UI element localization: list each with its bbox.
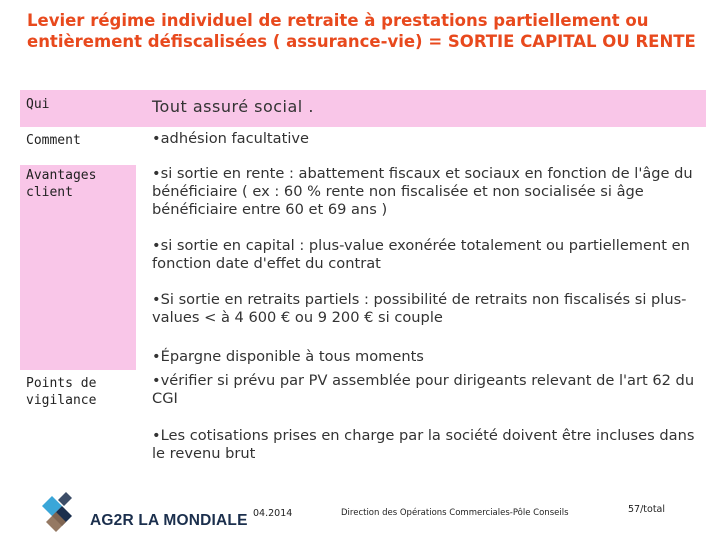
page-title: Levier régime individuel de retraite à prestations partiellement ou entièrement défiscalisées ( assurance-vie) = SORTIE CAPITAL OU RENTE [27, 11, 696, 51]
bullet-item: •Épargne disponible à tous moments [152, 348, 424, 365]
row-points-vigilance [20, 372, 706, 467]
row-content: •adhésion facultative [152, 130, 309, 147]
bullet-item: •Si sortie en retraits partiels : possibilité de retraits non fiscalisés si plus-values < à 4 600 € ou 9 200 € si couple [152, 291, 687, 326]
footer-date: 04.2014 [253, 508, 293, 519]
row-content: Tout assuré social . [152, 97, 314, 116]
logo-mark-icon [38, 492, 84, 538]
bullet-item: •vérifier si prévu par PV assemblée pour dirigeants relevant de l'art 62 du CGI [152, 372, 695, 407]
footer [0, 480, 720, 540]
row-label: Qui [26, 97, 50, 112]
row-label: Points de vigilance [26, 376, 97, 408]
row-content [146, 372, 706, 467]
row-comment [20, 127, 706, 157]
footer-direction: Direction des Opérations Commerciales-Pôle Conseils [341, 508, 569, 518]
row-label: Avantages client [20, 165, 136, 370]
page-number: 57/total [628, 504, 666, 515]
ag2r-logo [38, 488, 248, 534]
logo-text: AG2R LA MONDIALE [90, 512, 248, 529]
bullet-item: •Les cotisations prises en charge par la société doivent être incluses dans le revenu brut [152, 427, 695, 462]
bullet-item: •si sortie en rente : abattement fiscaux et sociaux en fonction de l'âge du bénéficiaire ( ex : 60 % rente non fiscalisée et non socialisée si âge bénéficiaire entre 60 et 69 ans ) [152, 165, 693, 218]
row-content [146, 165, 706, 370]
row-qui [20, 90, 706, 127]
row-avantages-client [20, 165, 706, 370]
row-label: Comment [26, 133, 81, 148]
bullet-item: •si sortie en capital : plus-value exonérée totalement ou partiellement en fonction date d'effet du contrat [152, 237, 690, 272]
